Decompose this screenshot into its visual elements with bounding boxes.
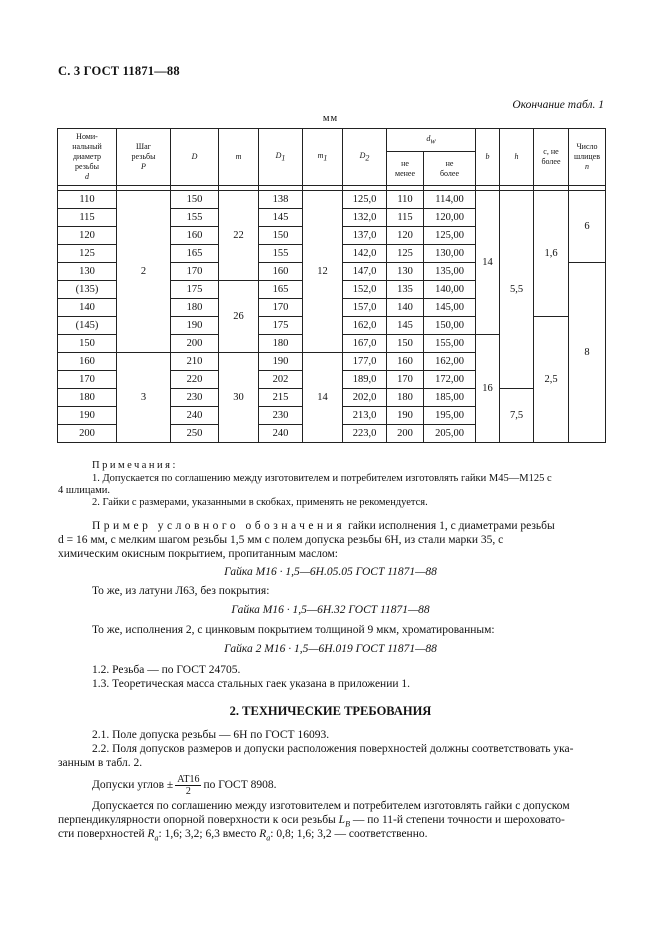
table-cell: 125 [58,245,117,263]
slots-cell: 6 [569,191,606,263]
table-cell: 114,00 [424,191,476,209]
table-cell: 185,00 [424,389,476,407]
table-cell: 170 [171,263,219,281]
table-cell: 120 [387,227,424,245]
last-para-1: Допускается по соглашению между изготовителем и потребителем изготовлять гайки с допуском [92,800,570,812]
m1-cell: 12 [303,191,343,353]
table-cell: 202 [259,371,303,389]
designation-1: Гайка М16 · 1,5—6H.05.05 ГОСТ 11871—88 [224,566,437,578]
example-text-2: То же, из латуни Л63, без покрытия: [92,585,270,597]
b-cell: 14 [476,191,500,335]
example-line-2: d = 16 мм, с мелким шагом резьбы 1,5 мм с полем допуска резьбы 6H, из стали марки 35, с [58,534,504,546]
example-line-3: химическим окисным покрытием, пропитанным маслом: [58,548,338,560]
table-cell: 145 [387,317,424,335]
table-cell: 135,00 [424,263,476,281]
item-1-2: 1.2. Резьба — по ГОСТ 24705. [92,664,241,676]
table-cell: 145,00 [424,299,476,317]
note-2: 2. Гайки с размерами, указанными в скобках, применять не рекомендуется. [92,497,428,508]
angle-fraction: $\frac{AT16}{2}$ [177,774,200,797]
table-cell: 155 [259,245,303,263]
table-cell: 140,00 [424,281,476,299]
table-cell: 125,00 [424,227,476,245]
table-cell: 177,0 [343,353,387,371]
note-1-cont: 4 шлицами. [58,485,110,496]
table-cell: 170 [259,299,303,317]
table-cell: 115 [58,209,117,227]
last-para-3: сти поверхностей $R_a$: 1,6; 3,2; 6,3 вместо $R_a$: 0,8; 1,6; 3,2 — соответственно. [58,828,428,843]
table-cell: 110 [387,191,424,209]
table-cell: 137,0 [343,227,387,245]
table-cell: 120,00 [424,209,476,227]
table-cell: 135 [387,281,424,299]
header-D2: $D_2$ [343,129,387,186]
table-cell: 200 [58,425,117,443]
page-header: С. 3 ГОСТ 11871—88 [58,64,180,78]
table-caption: Окончание табл. 1 [512,99,604,111]
notes-title: Примечания: [92,460,178,471]
table-cell: 140 [387,299,424,317]
table-cell: 155 [171,209,219,227]
header-dw-min: не менее [387,152,424,186]
table-cell: 189,0 [343,371,387,389]
table-cell: 150 [58,335,117,353]
h-cell: 5,5 [500,191,534,389]
table-cell: (145) [58,317,117,335]
header-dw-max: не более [424,152,476,186]
m-cell: 30 [219,353,259,443]
table-cell: 138 [259,191,303,209]
table-cell: 230 [171,389,219,407]
table-cell: 150 [387,335,424,353]
header-nominal-diameter: Номи- нальный диаметр резьбы d [58,129,117,186]
table-cell: 220 [171,371,219,389]
table-cell: 240 [259,425,303,443]
table-cell: 160 [387,353,424,371]
note-1: 1. Допускается по соглашению между изготовителем и потребителем изготовлять гайки М45—М125 с [92,473,552,484]
table-cell: 175 [171,281,219,299]
designation-2: Гайка М16 · 1,5—6H.32 ГОСТ 11871—88 [231,604,430,616]
header-m: m [219,129,259,186]
slots-cell: 8 [569,263,606,443]
table-cell: 165 [259,281,303,299]
table-cell: 147,0 [343,263,387,281]
table-cell: 130 [58,263,117,281]
header-c: c, не более [534,129,569,186]
table-cell: 190 [171,317,219,335]
table-cell: 213,0 [343,407,387,425]
table-cell: 157,0 [343,299,387,317]
table-cell: 130,00 [424,245,476,263]
para-2-2-cont: занным в табл. 2. [58,757,143,769]
table-cell: 200 [387,425,424,443]
table-cell: 195,00 [424,407,476,425]
m1-cell: 14 [303,353,343,443]
header-dw: $d_w$ [387,129,476,152]
table-row [58,191,606,209]
angle-tolerance: Допуски углов ± $\frac{AT16}{2}$ по ГОСТ 8908. [92,774,277,797]
table-cell: 200 [171,335,219,353]
table-cell: 160 [171,227,219,245]
table-cell: 167,0 [343,335,387,353]
table-cell: 115 [387,209,424,227]
table-cell: 160 [259,263,303,281]
header-m1: $m_1$ [303,129,343,186]
table-cell: 190 [58,407,117,425]
table-cell: 132,0 [343,209,387,227]
table-cell: 230 [259,407,303,425]
table-cell: 210 [171,353,219,371]
table-cell: (135) [58,281,117,299]
pitch-cell: 2 [117,191,171,353]
table-cell: 205,00 [424,425,476,443]
table-cell: 125 [387,245,424,263]
table-cell: 180 [259,335,303,353]
table-cell: 125,0 [343,191,387,209]
table-cell: 165 [171,245,219,263]
table-cell: 162,0 [343,317,387,335]
last-para-2: перпендикулярности опорной поверхности к оси резьбы $L_B$ — по 11-й степени точности и шероховато- [58,814,565,829]
designation-3: Гайка 2 М16 · 1,5—6H.019 ГОСТ 11871—88 [224,643,437,655]
table-cell: 152,0 [343,281,387,299]
table-cell: 175 [259,317,303,335]
header-h: h [500,129,534,186]
table-cell: 170 [58,371,117,389]
c-cell: 1,6 [534,191,569,317]
table-cell: 250 [171,425,219,443]
b-cell: 16 [476,335,500,443]
table-cell: 150 [171,191,219,209]
table-cell: 170 [387,371,424,389]
thread-table [57,128,606,443]
header-slots: Число шлицев n [569,129,606,186]
units-label: мм [322,113,339,124]
table-cell: 145 [259,209,303,227]
example-line-1: Пример условного обозначения гайки исполнения 1, с диаметрами резьбы [92,520,555,532]
c-cell: 2,5 [534,317,569,443]
table-cell: 150,00 [424,317,476,335]
table-cell: 223,0 [343,425,387,443]
table-cell: 180 [171,299,219,317]
section-2-title: 2. ТЕХНИЧЕСКИЕ ТРЕБОВАНИЯ [229,704,432,718]
table-cell: 162,00 [424,353,476,371]
item-1-3: 1.3. Теоретическая масса стальных гаек указана в приложении 1. [92,678,411,690]
table-cell: 130 [387,263,424,281]
table-cell: 215 [259,389,303,407]
example-text-3: То же, исполнения 2, с цинковым покрытием толщиной 9 мкм, хроматированным: [92,624,495,636]
header-b: b [476,129,500,186]
table-cell: 150 [259,227,303,245]
table-cell: 140 [58,299,117,317]
header-D1: $D_1$ [259,129,303,186]
table-cell: 190 [259,353,303,371]
table-cell: 142,0 [343,245,387,263]
pitch-cell: 3 [117,353,171,443]
table-cell: 110 [58,191,117,209]
table-cell: 172,00 [424,371,476,389]
table-header-row [58,129,606,152]
table-cell: 160 [58,353,117,371]
header-pitch: Шаг резьбы P [117,129,171,186]
h-cell: 7,5 [500,389,534,443]
m-cell: 26 [219,281,259,353]
m-cell: 22 [219,191,259,281]
table-cell: 155,00 [424,335,476,353]
para-2-2: 2.2. Поля допусков размеров и допуски расположения поверхностей должны соответствовать ука- [92,743,574,755]
table-cell: 202,0 [343,389,387,407]
table-cell: 180 [387,389,424,407]
table-cell: 180 [58,389,117,407]
table-cell: 120 [58,227,117,245]
example-lead: Пример условного обозначения [92,520,346,532]
para-2-1: 2.1. Поле допуска резьбы — 6H по ГОСТ 16093. [92,729,330,741]
header-D: D [171,129,219,186]
table-cell: 240 [171,407,219,425]
table-cell: 190 [387,407,424,425]
